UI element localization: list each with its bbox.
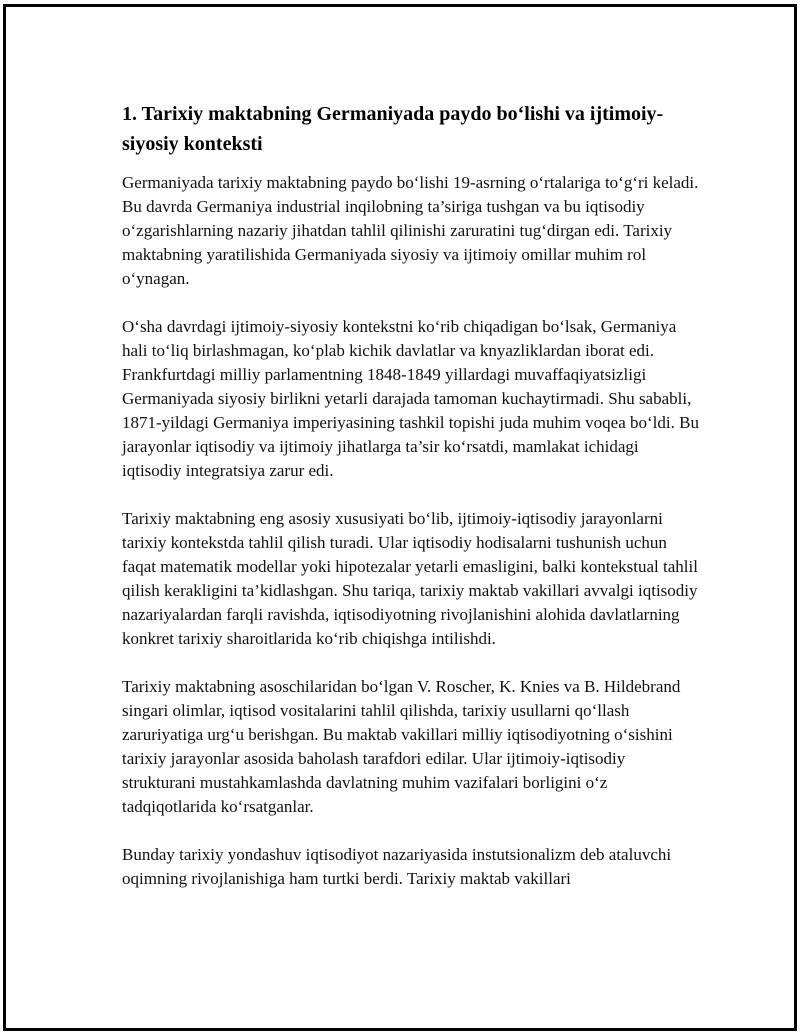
page-frame — [3, 4, 797, 1031]
paragraph-2: O‘sha davrdagi ijtimoiy-siyosiy kontekstni ko‘rib chiqadigan bo‘lsak, Germaniya hali to‘liq birlashmagan, ko‘plab kichik davlatlar va knyazliklardan iborat edi. Frankfurtdagi milliy parlamentning 1848-1849 yillardagi muvaffaqiyatsizligi Germaniyada siyosiy birlikni yetarli darajada tamoman kuchaytirmadi. Shu sababli, 1871-yildagi Germaniya imperiyasining tashkil topishi juda muhim voqea bo‘ldi. Bu jarayonlar iqtisodiy va ijtimoiy jihatlarga ta’sir ko‘rsatdi, mamlakat ichidagi iqtisodiy integratsiya zarur edi. — [122, 317, 699, 480]
document-body — [122, 99, 702, 915]
paragraph-3: Tarixiy maktabning eng asosiy xususiyati bo‘lib, ijtimoiy-iqtisodiy jarayonlarni tarixiy kontekstda tahlil qilish turadi. Ular iqtisodiy hodisalarni tushunish uchun faqat matematik modellar yoki hipotezalar yetarli emasligini, balki kontekstual tahlil qilish kerakligini ta’kidlashgan. Shu tariqa, tarixiy maktab vakillari avvalgi iqtisodiy nazariyalardan farqli ravishda, iqtisodiyotning rivojlanishini alohida davlatlarning konkret tarixiy sharoitlarida ko‘rib chiqishga intilishdi. — [122, 509, 698, 648]
section-heading: 1. Tarixiy maktabning Germaniyada paydo bo‘lishi va ijtimoiy-siyosiy konteksti — [122, 103, 664, 155]
paragraph-4: Tarixiy maktabning asoschilaridan bo‘lgan V. Roscher, K. Knies va B. Hildebrand singari olimlar, iqtisod vositalarini tahlil qilishda, tarixiy usullarni qo‘llash zaruriyatiga urg‘u berishgan. Bu maktab vakillari milliy iqtisodiyotning o‘sishini tarixiy jarayonlar asosida baholash tarafdori edilar. Ular ijtimoiy-iqtisodiy strukturani mustahkamlashda davlatning muhim vazifalari borligini o‘z tadqiqotlarida ko‘rsatganlar. — [122, 677, 681, 816]
paragraph-5: Bunday tarixiy yondashuv iqtisodiyot nazariyasida instutsionalizm deb ataluvchi oqimning rivojlanishiga ham turtki berdi. Tarixiy maktab vakillari — [122, 845, 672, 888]
paragraph-1: Germaniyada tarixiy maktabning paydo bo‘lishi 19-asrning o‘rtalariga to‘g‘ri keladi. Bu davrda Germaniya industrial inqilobning ta’siriga tushgan va bu iqtisodiy o‘zgarishlarning nazariy jihatdan tahlil qilinishi zaruratini tug‘dirgan edi. Tarixiy maktabning yaratilishida Germaniyada siyosiy va ijtimoiy omillar muhim rol o‘ynagan. — [122, 173, 699, 288]
